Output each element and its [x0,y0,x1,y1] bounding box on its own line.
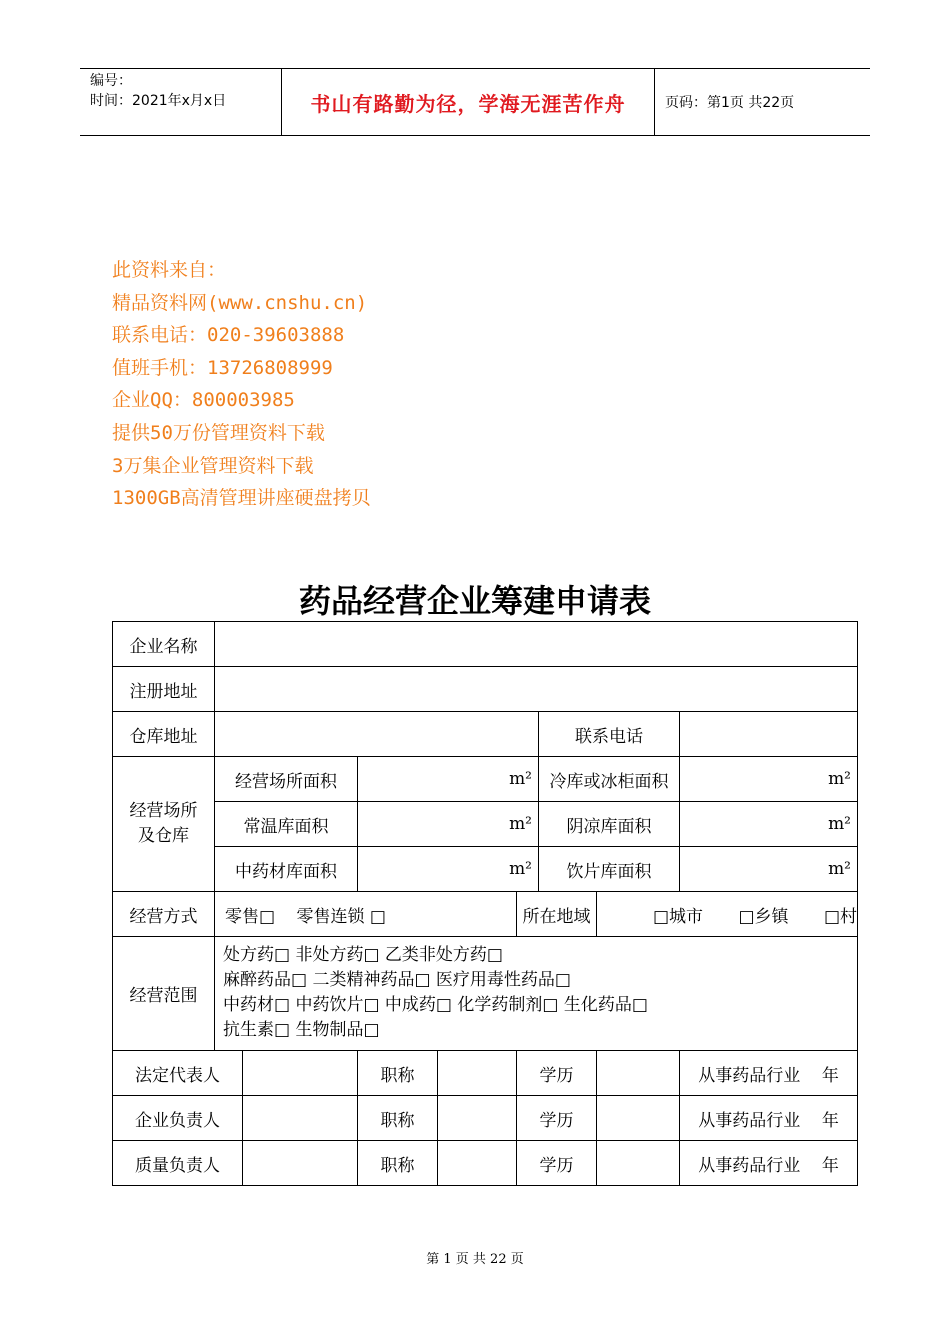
row-area-1 [113,757,858,802]
area-unit: m² [509,814,532,834]
header-page-info: 页码：第1页 共22页 [665,95,795,111]
row-legal-rep [113,1051,858,1096]
header-number: 编号： [90,73,132,89]
label-cold-area: 冷库或冰柜面积 [539,757,680,802]
row-biz-mode [113,892,858,937]
application-form [112,621,858,1186]
biz-scope-options [215,937,858,1051]
label-region: 所在地域 [517,892,597,937]
company-name-field[interactable] [215,622,858,667]
form-title: 药品经营企业筹建申请表 [298,582,651,620]
row-warehouse [113,712,858,757]
row-area-3 [113,847,858,892]
header-meta [90,71,226,111]
row-biz-scope [113,937,858,1051]
company-head-name-field[interactable] [243,1096,358,1141]
legal-rep-education-field[interactable] [597,1051,680,1096]
industry-years-field[interactable] [680,1096,858,1141]
label-biz-scope: 经营范围 [113,937,215,1051]
legal-rep-name-field[interactable] [243,1051,358,1096]
promo-line: 联系电话：020-39603888 [112,324,345,347]
region-city-checkbox[interactable]: □城市 [653,906,704,927]
promo-block [112,254,371,515]
promo-line: 企业QQ：800003985 [112,389,295,412]
label-job-title: 职称 [358,1141,438,1186]
area-unit: m² [509,769,532,789]
label-premises: 经营场所及仓库 [113,757,215,892]
scope-line[interactable]: 麻醉药品□ 二类精神药品□ 医疗用毒性药品□ [223,970,571,990]
page-header [80,68,870,136]
region-options [597,892,858,937]
biz-area-field[interactable] [358,757,539,802]
label-legal-rep: 法定代表人 [113,1051,243,1096]
region-village-checkbox[interactable]: □村 [823,906,857,927]
promo-line: 此资料来自： [112,259,227,281]
header-time: 时间：2021年x月x日 [90,93,227,109]
reg-address-field[interactable] [215,667,858,712]
label-quality-head: 质量负责人 [113,1141,243,1186]
label-herb-area: 中药材库面积 [215,847,358,892]
row-area-2 [113,802,858,847]
company-head-title-field[interactable] [438,1096,517,1141]
region-town-checkbox[interactable]: □乡镇 [738,906,789,927]
area-unit: m² [828,769,851,789]
promo-line: 3万集企业管理资料下载 [112,454,314,477]
cold-area-field[interactable] [680,757,858,802]
area-unit: m² [828,859,851,879]
label-warehouse-address: 仓库地址 [113,712,215,757]
contact-phone-field[interactable] [680,712,858,757]
promo-line: 值班手机：13726808999 [112,356,333,379]
label-job-title: 职称 [358,1096,438,1141]
label-cool-area: 阴凉库面积 [539,802,680,847]
year-unit: 年 [821,1065,839,1086]
label-industry-years: 从事药品行业 [698,1155,801,1176]
scope-line[interactable]: 抗生素□ 生物制品□ [223,1020,380,1040]
label-normal-area: 常温库面积 [215,802,358,847]
mode-retail-checkbox[interactable]: 零售□ [225,906,276,927]
quality-head-education-field[interactable] [597,1141,680,1186]
header-motto: 书山有路勤为径，学海无涯苦作舟 [310,91,626,116]
industry-years-field[interactable] [680,1051,858,1096]
label-reg-address: 注册地址 [113,667,215,712]
label-biz-area: 经营场所面积 [215,757,358,802]
scope-line[interactable]: 中药材□ 中药饮片□ 中成药□ 化学药制剂□ 生化药品□ [223,995,648,1015]
row-reg-address [113,667,858,712]
header-divider [654,69,655,135]
area-unit: m² [828,814,851,834]
label-education: 学历 [517,1096,597,1141]
row-company-head [113,1096,858,1141]
promo-line: 精品资料网(www.cnshu.cn) [112,291,368,314]
quality-head-title-field[interactable] [438,1141,517,1186]
label-company-head: 企业负责人 [113,1096,243,1141]
warehouse-address-field[interactable] [215,712,539,757]
row-company-name [113,622,858,667]
cool-area-field[interactable] [680,802,858,847]
label-industry-years: 从事药品行业 [698,1110,801,1131]
legal-rep-title-field[interactable] [438,1051,517,1096]
label-biz-mode: 经营方式 [113,892,215,937]
normal-area-field[interactable] [358,802,539,847]
year-unit: 年 [821,1155,839,1176]
label-industry-years: 从事药品行业 [698,1065,801,1086]
promo-line: 提供50万份管理资料下载 [112,421,325,444]
slice-area-field[interactable] [680,847,858,892]
page-footer: 第 1 页 共 22 页 [426,1252,524,1267]
industry-years-field[interactable] [680,1141,858,1186]
quality-head-name-field[interactable] [243,1141,358,1186]
row-quality-head [113,1141,858,1186]
biz-mode-options [215,892,517,937]
promo-line: 1300GB高清管理讲座硬盘拷贝 [112,487,371,510]
company-head-education-field[interactable] [597,1096,680,1141]
label-slice-area: 饮片库面积 [539,847,680,892]
label-contact-phone: 联系电话 [539,712,680,757]
label-job-title: 职称 [358,1051,438,1096]
year-unit: 年 [821,1110,839,1131]
label-company-name: 企业名称 [113,622,215,667]
area-unit: m² [509,859,532,879]
label-education: 学历 [517,1141,597,1186]
label-education: 学历 [517,1051,597,1096]
scope-line[interactable]: 处方药□ 非处方药□ 乙类非处方药□ [223,945,503,965]
herb-area-field[interactable] [358,847,539,892]
mode-chain-checkbox[interactable]: 零售连锁 □ [296,906,386,927]
